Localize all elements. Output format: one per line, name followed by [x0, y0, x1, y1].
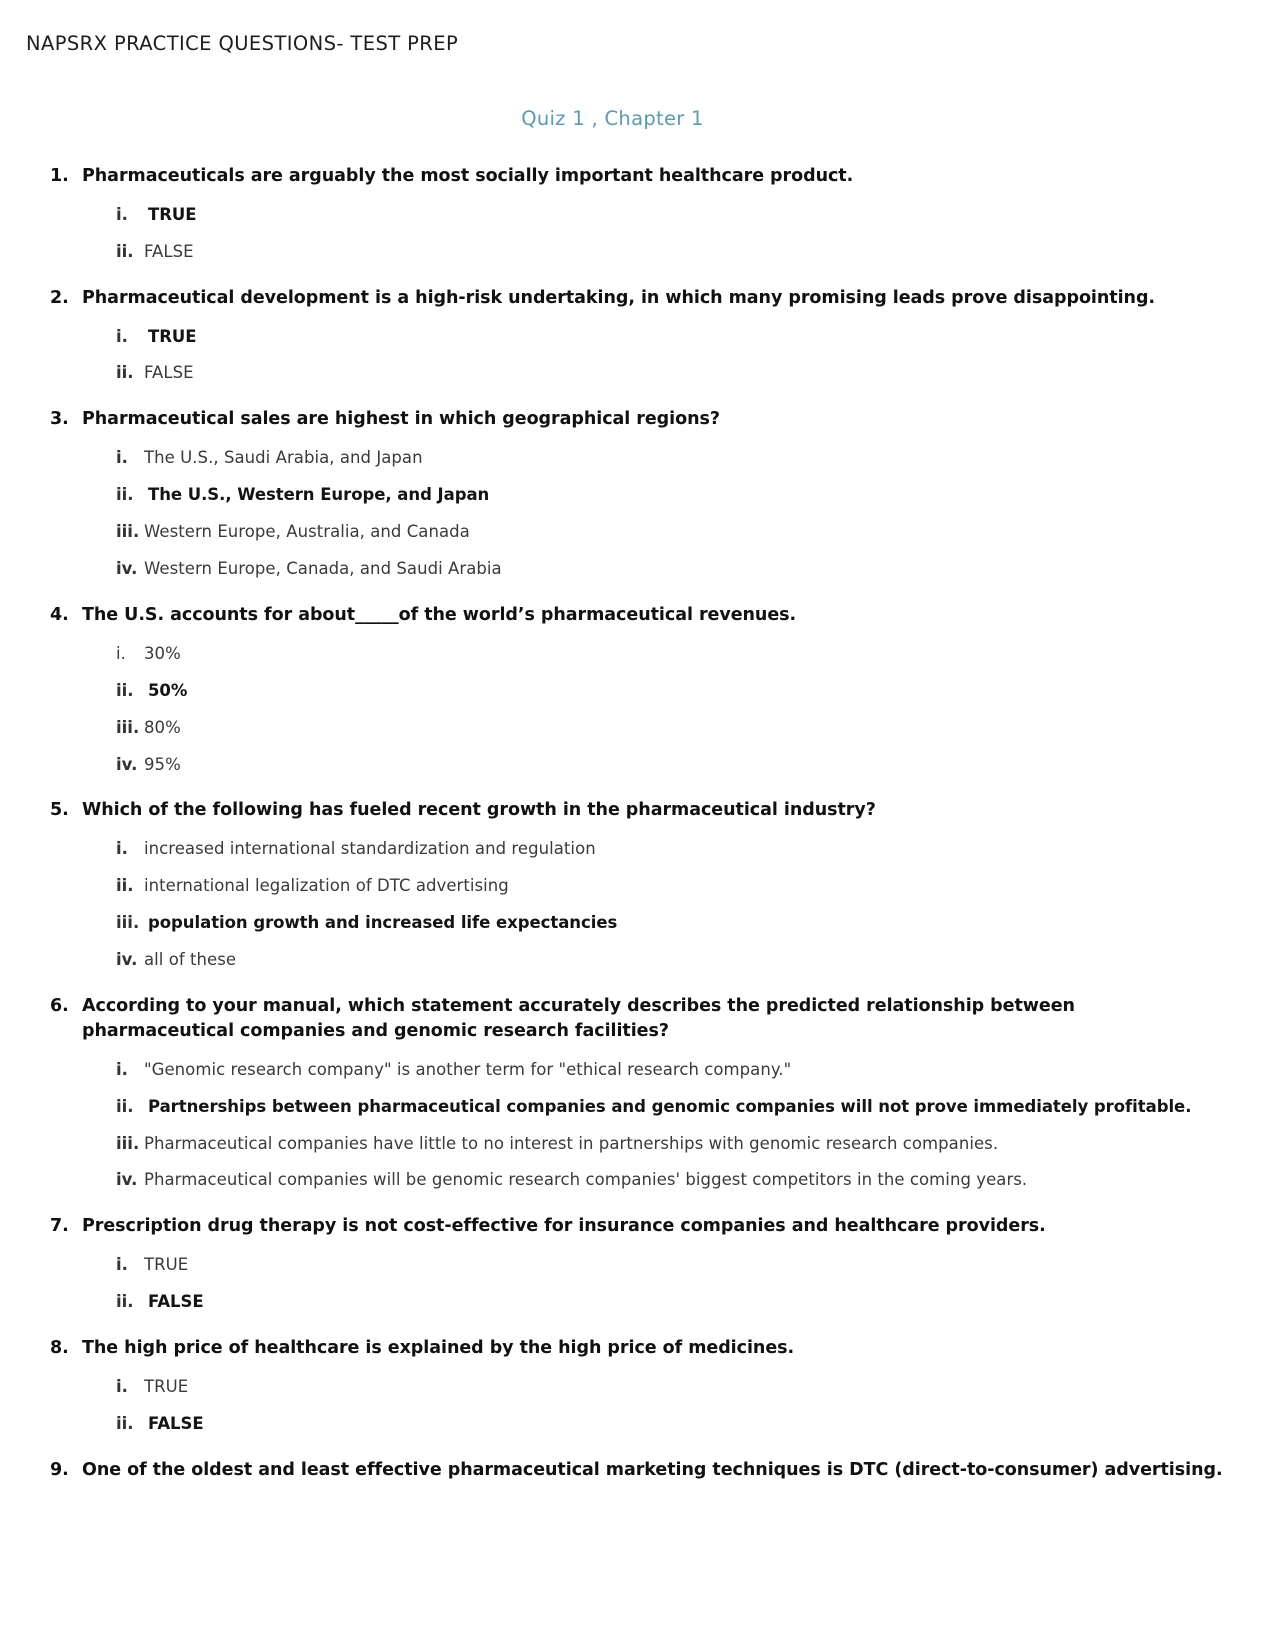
option-marker: ii.	[116, 1096, 134, 1116]
answer-option[interactable]	[26, 642, 1235, 666]
answer-option[interactable]	[26, 753, 1235, 777]
option-marker: i.	[116, 204, 128, 224]
question-number: 8.	[50, 1338, 69, 1359]
option-text-correct: FALSE	[148, 1292, 204, 1312]
option-marker: iv.	[116, 558, 138, 578]
option-marker: ii.	[116, 363, 134, 383]
option-text: increased international standardization and regulation	[144, 839, 596, 859]
option-marker: i.	[116, 326, 128, 346]
option-list	[26, 642, 1235, 777]
option-list	[26, 1058, 1235, 1193]
answer-option[interactable]	[26, 520, 1235, 544]
answer-option[interactable]	[26, 1168, 1235, 1192]
question-text: The U.S. accounts for about_____of the world’s pharmaceutical revenues.	[82, 604, 797, 625]
option-text-correct: The U.S., Western Europe, and Japan	[148, 485, 490, 505]
answer-option[interactable]	[26, 1095, 1235, 1119]
question-list	[26, 164, 1235, 1483]
option-marker: iv.	[116, 1170, 138, 1190]
answer-option[interactable]	[26, 1412, 1235, 1436]
question-item	[26, 1336, 1235, 1361]
answer-option[interactable]	[26, 1058, 1235, 1082]
option-list	[26, 837, 1235, 972]
option-list	[26, 446, 1235, 581]
option-text: The U.S., Saudi Arabia, and Japan	[144, 448, 423, 468]
question-item	[26, 1214, 1235, 1239]
option-text: all of these	[144, 950, 237, 970]
option-text: FALSE	[144, 241, 194, 261]
option-marker: iv.	[116, 754, 138, 774]
option-text: Western Europe, Australia, and Canada	[144, 522, 470, 542]
option-text-correct: 50%	[148, 680, 188, 700]
option-text: international legalization of DTC advertising	[144, 876, 509, 896]
question-item	[26, 994, 1235, 1044]
option-list	[26, 203, 1235, 264]
answer-option[interactable]	[26, 325, 1235, 349]
option-marker: i.	[116, 839, 128, 859]
option-text-correct: FALSE	[148, 1413, 204, 1433]
question-text: Pharmaceuticals are arguably the most socially important healthcare product.	[82, 166, 854, 186]
option-text: 30%	[144, 643, 181, 663]
answer-option[interactable]	[26, 1253, 1235, 1277]
option-marker: iv.	[116, 950, 138, 970]
question-text: Which of the following has fueled recent growth in the pharmaceutical industry?	[82, 800, 876, 821]
option-text: Pharmaceutical companies will be genomic research companies' biggest competitors in the coming years.	[144, 1170, 1028, 1190]
option-text: Western Europe, Canada, and Saudi Arabia	[144, 558, 502, 578]
question-text: One of the oldest and least effective pharmaceutical marketing techniques is DTC (direct-to-consumer) advertising.	[82, 1459, 1223, 1480]
option-marker: i.	[116, 1059, 128, 1079]
question-number: 1.	[50, 166, 69, 186]
option-marker: ii.	[116, 876, 134, 896]
option-text-correct: Partnerships between pharmaceutical companies and genomic companies will not prove immediately profitable.	[148, 1096, 1192, 1116]
option-marker: iii.	[116, 522, 140, 542]
option-list	[26, 1375, 1235, 1436]
question-item	[26, 407, 1235, 432]
option-text: FALSE	[144, 363, 194, 383]
answer-option[interactable]	[26, 1290, 1235, 1314]
option-marker: iii.	[116, 1133, 140, 1153]
question-text: Pharmaceutical sales are highest in which geographical regions?	[82, 409, 720, 430]
question-number: 4.	[50, 604, 69, 625]
option-text: TRUE	[144, 1376, 189, 1396]
question-item	[26, 798, 1235, 823]
question-number: 6.	[50, 995, 69, 1016]
answer-option[interactable]	[26, 948, 1235, 972]
answer-option[interactable]	[26, 679, 1235, 703]
option-marker: ii.	[116, 1413, 134, 1433]
option-text: 80%	[144, 717, 181, 737]
option-marker: iii.	[116, 913, 140, 933]
option-text-correct: TRUE	[148, 204, 197, 224]
answer-option[interactable]	[26, 240, 1235, 264]
option-marker: ii.	[116, 485, 134, 505]
document-header: NAPSRX PRACTICE QUESTIONS- TEST PREP	[26, 32, 459, 55]
answer-option[interactable]	[26, 837, 1235, 861]
answer-option[interactable]	[26, 911, 1235, 935]
question-number: 7.	[50, 1216, 69, 1237]
question-number: 3.	[50, 409, 69, 430]
option-text: TRUE	[144, 1255, 189, 1275]
option-text-correct: population growth and increased life expectancies	[148, 913, 618, 933]
option-marker: i.	[116, 448, 128, 468]
question-number: 5.	[50, 800, 69, 821]
question-text: According to your manual, which statement accurately describes the predicted relationship between pharmaceutical companies and genomic research facilities?	[82, 995, 1075, 1041]
option-marker: ii.	[116, 241, 134, 261]
question-item	[26, 286, 1235, 311]
question-text: Pharmaceutical development is a high-risk undertaking, in which many promising leads prove disappointing.	[82, 287, 1156, 308]
question-item	[26, 1458, 1235, 1483]
answer-option[interactable]	[26, 874, 1235, 898]
question-number: 9.	[50, 1459, 69, 1480]
option-list	[26, 325, 1235, 386]
answer-option[interactable]	[26, 446, 1235, 470]
option-text: 95%	[144, 754, 181, 774]
answer-option[interactable]	[26, 716, 1235, 740]
answer-option[interactable]	[26, 557, 1235, 581]
option-marker: i.	[116, 643, 126, 663]
option-text-correct: TRUE	[148, 326, 197, 346]
option-marker: i.	[116, 1376, 128, 1396]
page-title: Quiz 1 , Chapter 1	[521, 107, 704, 130]
question-item	[26, 164, 1235, 189]
question-text: The high price of healthcare is explained by the high price of medicines.	[82, 1338, 795, 1359]
question-item	[26, 603, 1235, 628]
option-text: Pharmaceutical companies have little to no interest in partnerships with genomic research companies.	[144, 1133, 999, 1153]
question-text: Prescription drug therapy is not cost-effective for insurance companies and healthcare providers.	[82, 1216, 1046, 1237]
answer-option[interactable]	[26, 1132, 1235, 1156]
option-marker: ii.	[116, 680, 134, 700]
answer-option[interactable]	[26, 203, 1235, 227]
question-number: 2.	[50, 287, 69, 308]
option-marker: ii.	[116, 1292, 134, 1312]
option-marker: iii.	[116, 717, 140, 737]
answer-option[interactable]	[26, 483, 1235, 507]
option-text: "Genomic research company" is another term for "ethical research company."	[144, 1059, 792, 1079]
option-list	[26, 1253, 1235, 1314]
option-marker: i.	[116, 1255, 128, 1275]
answer-option[interactable]	[26, 361, 1235, 385]
answer-option[interactable]	[26, 1375, 1235, 1399]
